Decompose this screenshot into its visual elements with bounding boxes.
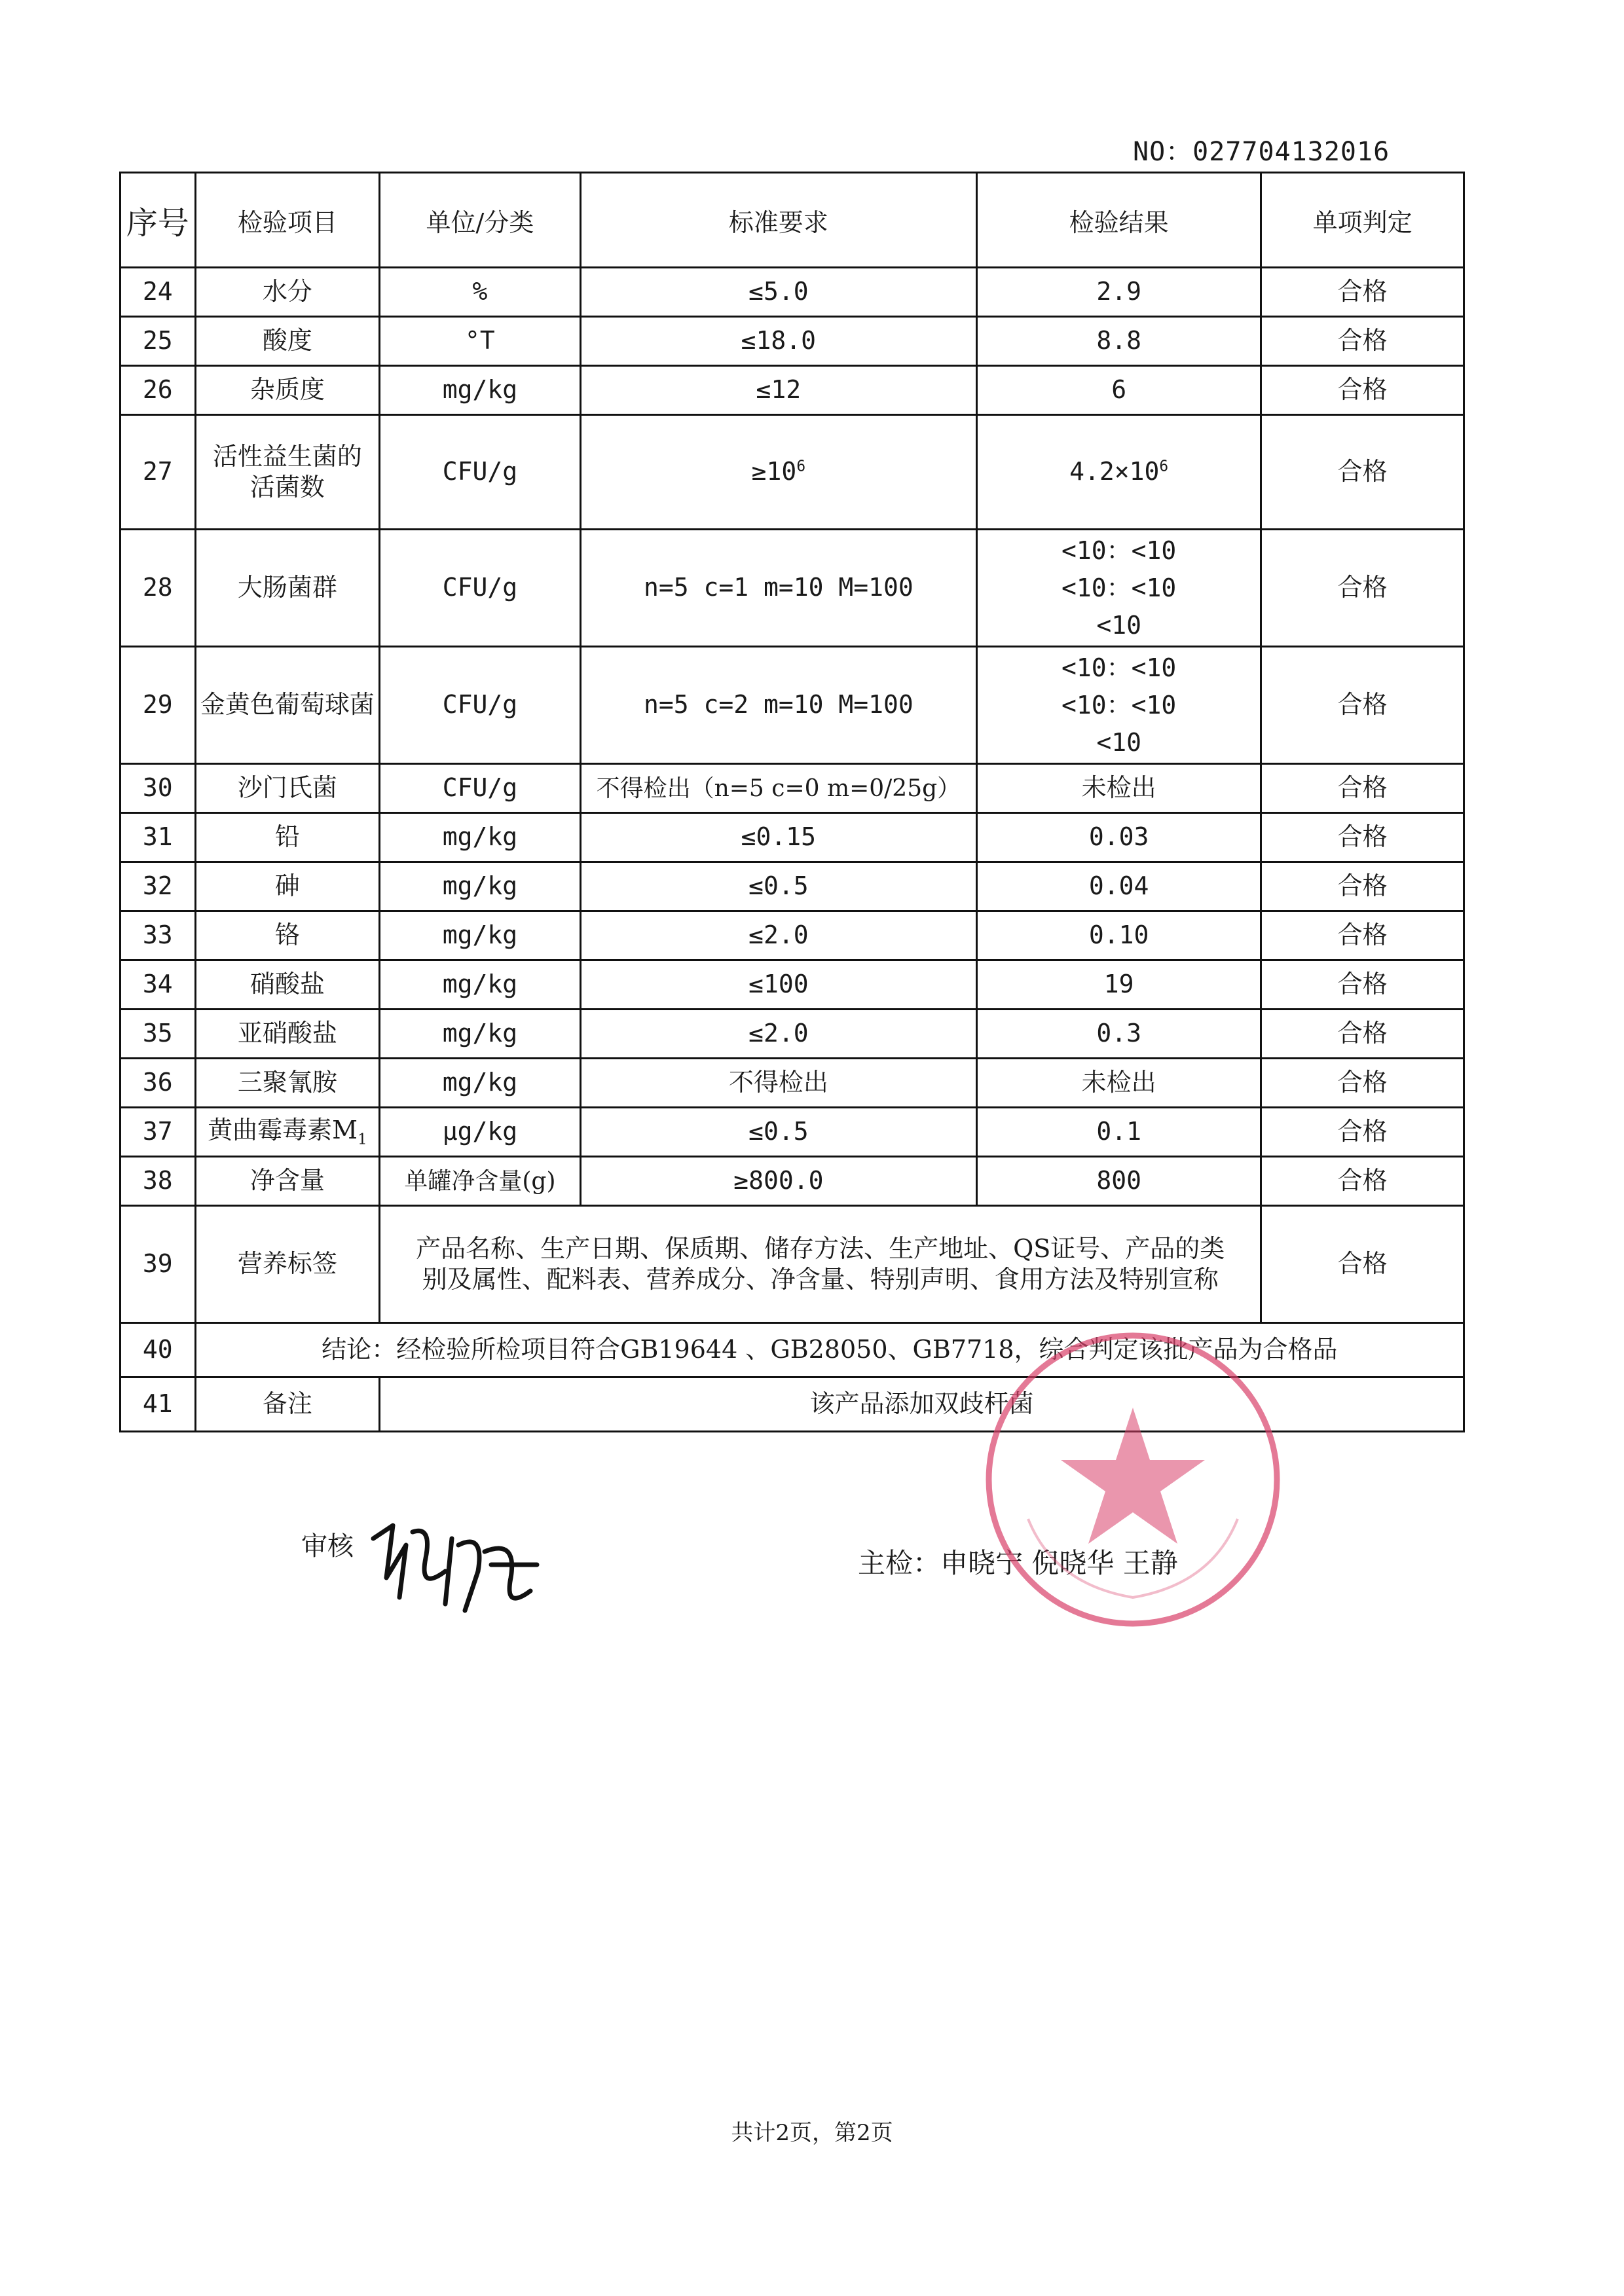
row-no: 29 [120,647,196,764]
row-standard: ≤100 [580,960,976,1010]
row-item: 杂质度 [195,366,380,415]
header-judgement: 单项判定 [1261,173,1464,268]
row-item: 金黄色葡萄球菌 [195,647,380,764]
table-row [120,1157,1464,1206]
row-judgement: 合格 [1261,1206,1464,1323]
table-row [120,764,1464,813]
row-no: 38 [120,1157,196,1206]
row-item: 硝酸盐 [195,960,380,1010]
row-unit: °T [380,317,581,366]
row-item: 大肠菌群 [195,530,380,647]
row-no: 34 [120,960,196,1010]
conclusion-text: 结论：经检验所检项目符合GB19644 、GB28050、GB7718，综合判定该批产品为合格品 [195,1323,1464,1377]
row-judgement: 合格 [1261,1157,1464,1206]
conclusion-row [120,1323,1464,1377]
row-item: 净含量 [195,1157,380,1206]
row-unit: mg/kg [380,862,581,911]
row-unit: CFU/g [380,764,581,813]
row-judgement: 合格 [1261,1010,1464,1059]
row-standard: 不得检出（n=5 c=0 m=0/25g） [580,764,976,813]
row-item-line: 活菌数 [249,473,325,501]
row-unit: mg/kg [380,366,581,415]
row-result: 19 [976,960,1261,1010]
row-no: 37 [120,1108,196,1157]
row-item [195,415,380,530]
result-line: <10：<10 [1061,690,1177,720]
page-footer: 共计2页，第2页 [731,2120,893,2146]
result-line: <10 [1096,610,1141,640]
header-standard: 标准要求 [580,173,976,268]
row-unit: mg/kg [380,1010,581,1059]
row-item: 砷 [195,862,380,911]
row-standard: 不得检出 [580,1059,976,1108]
standard-exponent: 6 [796,458,806,475]
row-result: 800 [976,1157,1261,1206]
row-no: 25 [120,317,196,366]
row-judgement: 合格 [1261,862,1464,911]
row-standard: ≤12 [580,366,976,415]
table-row [120,647,1464,764]
row-no: 39 [120,1206,196,1323]
result-line: <10：<10 [1061,653,1177,682]
remark-text: 该产品添加双歧杆菌 [380,1377,1464,1432]
row-item: 营养标签 [195,1206,380,1323]
table-row [120,813,1464,862]
row-result: 0.10 [976,911,1261,960]
row-no: 27 [120,415,196,530]
row-standard: n=5 c=1 m=10 M=100 [580,530,976,647]
row-judgement: 合格 [1261,317,1464,366]
standard-base: ≥10 [751,457,797,486]
row-no: 41 [120,1377,196,1432]
row-unit: mg/kg [380,1059,581,1108]
header-unit: 单位/分类 [380,173,581,268]
remark-label: 备注 [195,1377,380,1432]
row-judgement: 合格 [1261,530,1464,647]
row-judgement: 合格 [1261,268,1464,317]
row-judgement: 合格 [1261,1059,1464,1108]
result-line: <10 [1096,727,1141,757]
row-description [380,1206,1261,1323]
inspection-table [119,172,1465,1432]
row-unit: CFU/g [380,647,581,764]
review-label: 审核 [301,1531,354,1561]
report-number: NO：027704132016 [1133,137,1390,167]
row-result [976,415,1261,530]
row-standard: ≤2.0 [580,911,976,960]
row-item: 酸度 [195,317,380,366]
row-result: 8.8 [976,317,1261,366]
handwritten-signature [354,1499,550,1630]
row-judgement: 合格 [1261,366,1464,415]
row-standard: ≤0.5 [580,1108,976,1157]
row-standard: ≥800.0 [580,1157,976,1206]
remark-row [120,1377,1464,1432]
description-line: 产品名称、生产日期、保质期、储存方法、生产地址、QS证号、产品的类 [416,1233,1225,1263]
row-unit: mg/kg [380,960,581,1010]
row-judgement: 合格 [1261,911,1464,960]
row-no: 40 [120,1323,196,1377]
row-no: 28 [120,530,196,647]
row-item: 三聚氰胺 [195,1059,380,1108]
row-no: 26 [120,366,196,415]
row-unit: mg/kg [380,813,581,862]
row-judgement: 合格 [1261,647,1464,764]
row-item: 铅 [195,813,380,862]
row-unit: % [380,268,581,317]
row-standard: ≤0.15 [580,813,976,862]
row-result: 未检出 [976,764,1261,813]
table-row [120,317,1464,366]
result-line: <10：<10 [1061,573,1177,602]
row-standard: ≤18.0 [580,317,976,366]
row-no: 24 [120,268,196,317]
row-no: 36 [120,1059,196,1108]
table-row [120,366,1464,415]
row-unit: mg/kg [380,911,581,960]
description-line: 别及属性、配料表、营养成分、净含量、特别声明、食用方法及特别宣称 [422,1265,1219,1294]
row-no: 32 [120,862,196,911]
inspectors-line: 主检：申晓宁 倪晓华 王静 [858,1547,1178,1579]
table-row [120,268,1464,317]
row-item: 亚硝酸盐 [195,1010,380,1059]
table-row [120,911,1464,960]
item-subscript: 1 [358,1131,367,1148]
table-row [120,1010,1464,1059]
row-result: 2.9 [976,268,1261,317]
row-standard: ≤0.5 [580,862,976,911]
row-standard: ≤2.0 [580,1010,976,1059]
row-judgement: 合格 [1261,764,1464,813]
result-exponent: 6 [1159,458,1169,475]
row-result [976,530,1261,647]
table-row [120,415,1464,530]
row-item: 沙门氏菌 [195,764,380,813]
table-row [120,530,1464,647]
header-result: 检验结果 [976,173,1261,268]
row-result: 0.3 [976,1010,1261,1059]
row-unit: CFU/g [380,415,581,530]
row-item-line: 活性益生菌的 [212,441,362,471]
row-unit: CFU/g [380,530,581,647]
table-row [120,862,1464,911]
row-judgement: 合格 [1261,960,1464,1010]
row-no: 31 [120,813,196,862]
row-standard [580,415,976,530]
row-result: 未检出 [976,1059,1261,1108]
row-result: 0.03 [976,813,1261,862]
item-base: 黄曲霉毒素M [208,1115,358,1144]
row-standard: ≤5.0 [580,268,976,317]
row-item [195,1108,380,1157]
result-base: 4.2×10 [1069,457,1160,486]
row-judgement: 合格 [1261,1108,1464,1157]
row-judgement: 合格 [1261,813,1464,862]
row-no: 30 [120,764,196,813]
result-line: <10：<10 [1061,536,1177,565]
row-judgement: 合格 [1261,415,1464,530]
table-row [120,1059,1464,1108]
table-row [120,1108,1464,1157]
row-result: 0.04 [976,862,1261,911]
row-result: 6 [976,366,1261,415]
row-item: 水分 [195,268,380,317]
row-result [976,647,1261,764]
header-no: 序号 [120,173,196,268]
table-row [120,960,1464,1010]
row-item: 铬 [195,911,380,960]
row-unit: μg/kg [380,1108,581,1157]
row-unit: 单罐净含量(g) [380,1157,581,1206]
row-result: 0.1 [976,1108,1261,1157]
row-no: 35 [120,1010,196,1059]
table-header-row [120,173,1464,268]
header-item: 检验项目 [195,173,380,268]
row-standard: n=5 c=2 m=10 M=100 [580,647,976,764]
row-no: 33 [120,911,196,960]
table-row [120,1206,1464,1323]
